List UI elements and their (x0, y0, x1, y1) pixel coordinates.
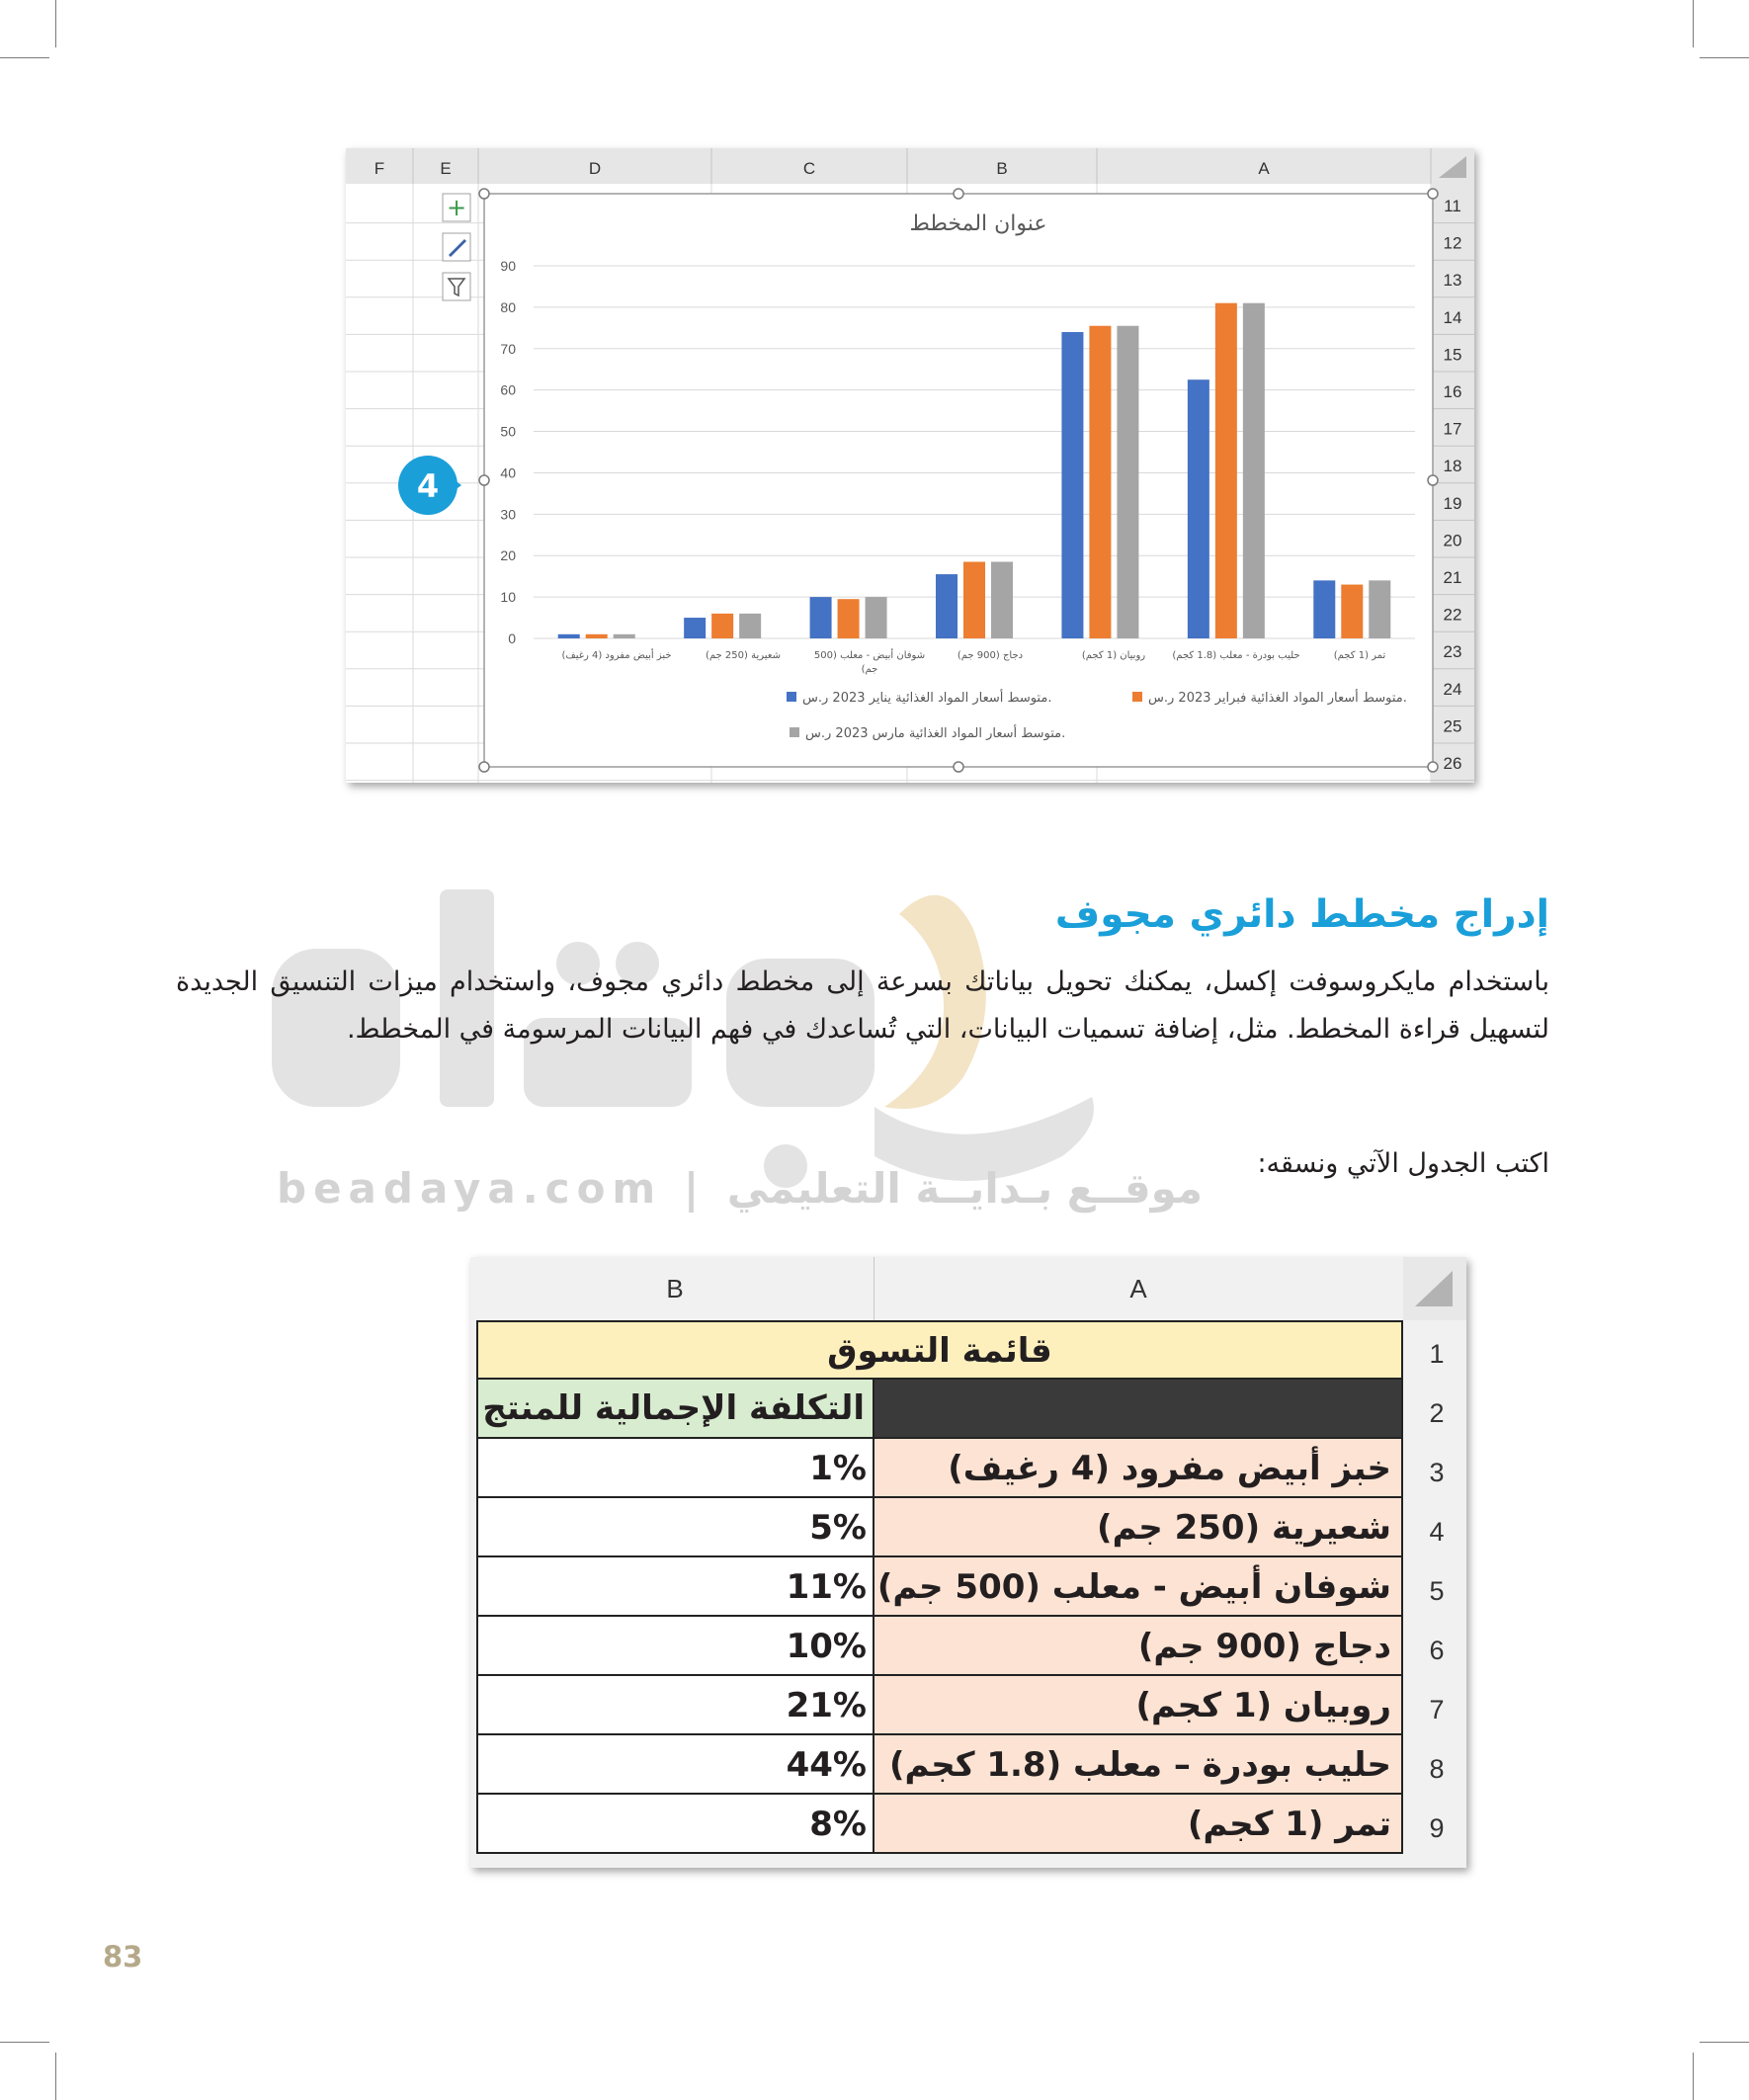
bar-series-3[interactable] (1369, 580, 1390, 638)
column-header[interactable]: D (588, 159, 602, 178)
bar-series-1[interactable] (558, 634, 580, 638)
y-tick-label: 10 (500, 589, 516, 606)
section-title: إدراج مخطط دائري مجوف (1054, 892, 1549, 937)
corner-select-all[interactable] (1403, 1257, 1466, 1320)
x-tick-label: جم) (861, 664, 878, 675)
row-header[interactable]: 23 (1443, 642, 1462, 662)
row-header[interactable]: 26 (1443, 754, 1462, 773)
table-cell-percent[interactable]: 8% (476, 1793, 874, 1854)
table-cell-item[interactable]: شوفان أبيض - معلب (500 جم) (873, 1555, 1403, 1617)
table-cell-percent[interactable]: 10% (476, 1615, 874, 1676)
resize-handle[interactable] (954, 189, 963, 199)
row-header[interactable]: 15 (1443, 345, 1462, 365)
bar-series-2[interactable] (838, 599, 860, 638)
bar-series-1[interactable] (1313, 580, 1335, 638)
x-tick-label: خبز أبيض مفرود (4 رغيف) (561, 650, 672, 661)
row-header[interactable]: 18 (1443, 457, 1462, 476)
bar-series-1[interactable] (810, 597, 832, 638)
legend-swatch (787, 692, 796, 702)
step-number: 4 (416, 467, 440, 505)
bar-series-2[interactable] (963, 562, 985, 638)
bar-series-1[interactable] (1061, 332, 1083, 638)
bar-series-3[interactable] (866, 597, 887, 638)
bar-series-3[interactable] (1243, 303, 1265, 638)
row-header[interactable]: 6 (1429, 1636, 1445, 1665)
watermark-site: beadaya.com | موقــع بـدايــة التعليمي (277, 1164, 1203, 1213)
y-tick-label: 40 (500, 464, 516, 481)
row-header[interactable]: 11 (1444, 197, 1461, 215)
table-cell-item[interactable]: حليب بودرة – معلب (1.8 كجم) (873, 1733, 1403, 1795)
column-header[interactable]: B (996, 159, 1008, 178)
y-tick-label: 0 (508, 630, 516, 646)
x-tick-label: شعيرية (250 جم) (706, 650, 781, 661)
table-cell-percent[interactable]: 11% (476, 1555, 874, 1617)
bar-series-2[interactable] (1089, 326, 1111, 638)
crop-mark (1700, 57, 1749, 58)
column-header-a[interactable]: A (1129, 1274, 1147, 1303)
bar-series-2[interactable] (1215, 303, 1237, 638)
step-badge (396, 453, 461, 518)
column-header[interactable]: E (440, 159, 452, 178)
bar-series-1[interactable] (684, 618, 706, 638)
row-header[interactable]: 22 (1443, 605, 1462, 625)
row-header[interactable]: 16 (1443, 382, 1462, 401)
header-cell-b[interactable]: التكلفة الإجمالية للمنتج (476, 1378, 874, 1439)
bar-series-3[interactable] (1117, 326, 1138, 638)
table-title-cell[interactable]: قائمة التسوق (476, 1320, 1403, 1380)
x-tick-label: شوفان أبيض - معلب (500 (813, 650, 926, 661)
bar-series-1[interactable] (936, 574, 958, 638)
x-tick-label: تمر (1 كجم) (1333, 650, 1386, 661)
plus-icon: + (446, 194, 467, 221)
resize-handle[interactable] (1428, 475, 1438, 485)
row-header[interactable]: 25 (1443, 716, 1462, 736)
row-header[interactable]: 24 (1443, 679, 1462, 699)
row-header[interactable]: 20 (1443, 531, 1462, 550)
table-cell-percent[interactable]: 44% (476, 1733, 874, 1795)
y-tick-label: 80 (500, 298, 516, 315)
row-header[interactable]: 17 (1443, 419, 1462, 439)
column-header-bar (346, 148, 1474, 184)
legend-entry[interactable]: متوسط أسعار المواد الغذائية فبراير 2023 ر.س. (1148, 691, 1407, 706)
bar-series-2[interactable] (711, 614, 733, 638)
legend-entry[interactable]: متوسط أسعار المواد الغذائية يناير 2023 ر.س. (802, 691, 1052, 706)
row-header[interactable]: 5 (1429, 1576, 1445, 1606)
x-tick-label: روبيان (1 كجم) (1081, 650, 1146, 661)
bar-series-3[interactable] (739, 614, 761, 638)
table-cell-percent[interactable]: 21% (476, 1674, 874, 1735)
page-number: 83 (103, 1940, 143, 1974)
instruction-text: اكتب الجدول الآتي ونسقه: (1257, 1148, 1549, 1179)
legend-swatch (1132, 692, 1142, 702)
resize-handle[interactable] (479, 475, 489, 485)
column-header[interactable]: C (802, 159, 816, 178)
row-header[interactable]: 9 (1429, 1813, 1445, 1843)
resize-handle[interactable] (954, 762, 963, 772)
row-header[interactable]: 12 (1443, 233, 1462, 253)
body-paragraph: باستخدام مايكروسوفت إكسل، يمكنك تحويل بياناتك بسرعة إلى مخطط دائري مجوف، واستخدام ميزات التنسيق الجديدة لتسهيل قراءة المخطط. مثل، إضافة تسميات البيانات، التي تُساعدك في فهم البيانات المرسومة في المخطط. (176, 966, 1549, 1045)
row-header[interactable]: 13 (1443, 271, 1462, 291)
x-tick-label: حليب بودرة - معلب (1.8 كجم) (1172, 650, 1300, 661)
row-header[interactable]: 21 (1443, 568, 1462, 587)
y-tick-label: 30 (500, 506, 516, 523)
resize-handle[interactable] (1428, 189, 1438, 199)
y-tick-label: 60 (500, 381, 516, 398)
row-header[interactable]: 4 (1429, 1517, 1445, 1547)
column-header[interactable]: A (1258, 159, 1270, 178)
column-header[interactable]: F (374, 159, 385, 178)
crop-mark (55, 0, 56, 47)
y-tick-label: 50 (500, 423, 516, 440)
table-cell-item[interactable]: روبيان (1 كجم) (873, 1674, 1403, 1735)
crop-mark (1693, 2053, 1694, 2100)
crop-mark (1700, 2042, 1749, 2043)
bar-series-1[interactable] (1188, 379, 1209, 638)
row-header[interactable]: 1 (1429, 1339, 1445, 1369)
table-cell-item[interactable]: دجاج (900 جم) (873, 1615, 1403, 1676)
bar-series-2[interactable] (1341, 585, 1363, 638)
table-cell-item[interactable]: خبز أبيض مفرود (4 رغيف) (873, 1437, 1403, 1498)
table-cell-item[interactable]: شعيرية (250 جم) (873, 1496, 1403, 1557)
bar-series-2[interactable] (586, 634, 608, 638)
y-tick-label: 90 (500, 258, 516, 274)
crop-mark (55, 2053, 56, 2100)
table-cell-item[interactable]: تمر (1 كجم) (873, 1793, 1403, 1854)
row-header[interactable]: 8 (1429, 1754, 1445, 1784)
chart-filters-button[interactable] (443, 273, 470, 300)
crop-mark (0, 57, 49, 58)
table-cell-percent[interactable]: 5% (476, 1496, 874, 1557)
row-header[interactable]: 7 (1429, 1695, 1445, 1724)
row-header[interactable]: 19 (1443, 493, 1462, 513)
row-header[interactable]: 2 (1429, 1398, 1445, 1428)
resize-handle[interactable] (479, 762, 489, 772)
chart-frame[interactable] (484, 194, 1433, 767)
chart-canvas (346, 148, 1474, 783)
y-tick-label: 70 (500, 340, 516, 357)
crop-mark (1693, 0, 1694, 47)
chart-title[interactable]: عنوان المخطط (909, 211, 1047, 236)
row-header[interactable]: 3 (1429, 1458, 1445, 1487)
resize-handle[interactable] (1428, 762, 1438, 772)
resize-handle[interactable] (479, 189, 489, 199)
header-cell-a-dark[interactable] (873, 1378, 1403, 1439)
excel-chart-screenshot (346, 148, 1474, 783)
crop-mark (0, 2042, 49, 2043)
legend-swatch (790, 727, 799, 737)
bar-series-3[interactable] (991, 562, 1013, 638)
y-tick-label: 20 (500, 547, 516, 564)
bar-series-3[interactable] (614, 634, 635, 638)
row-header[interactable]: 14 (1443, 307, 1462, 327)
column-header-b[interactable]: B (476, 1257, 874, 1320)
x-tick-label: دجاج (900 جم) (957, 650, 1024, 661)
excel-table-screenshot (470, 1257, 1466, 1868)
table-cell-percent[interactable]: 1% (476, 1437, 874, 1498)
legend-entry[interactable]: متوسط أسعار المواد الغذائية مارس 2023 ر.س. (805, 726, 1066, 741)
